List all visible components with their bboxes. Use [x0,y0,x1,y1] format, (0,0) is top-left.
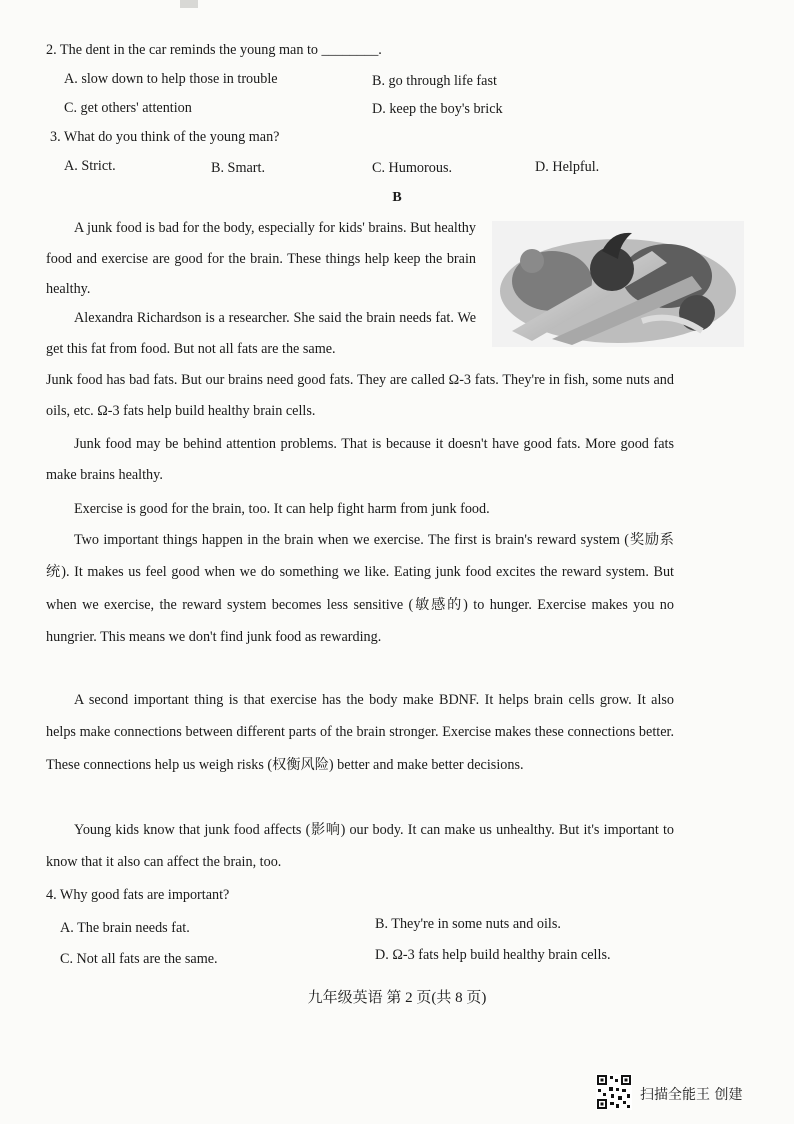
question-3-option-b: B. Smart. [211,160,265,176]
passage-paragraph-2-rest: Junk food has bad fats. But our brains need good fats. They are called Ω-3 fats. They're in fish, some nuts and oils, etc. Ω-3 fats help build healthy brain cells. [46,372,674,419]
question-2-option-a: A. slow down to help those in trouble [64,71,278,87]
question-3-option-a: A. Strict. [64,158,116,174]
passage-paragraph-4-text: Exercise is good for the brain, too. It can help fight harm from junk food. [74,501,490,517]
passage-paragraph-5 [46,524,674,653]
question-4-stem: 4. Why good fats are important? [46,887,230,903]
question-2-option-b: B. go through life fast [372,73,497,89]
passage-paragraph-2-top-text: Alexandra Richardson is a researcher. She said the brain needs fat. We get this fat from food. But not all fats are the same. [46,310,476,357]
question-3-option-d: D. Helpful. [535,159,600,175]
question-4-option-b: B. They're in some nuts and oils. [375,916,561,932]
passage-paragraph-3-text: Junk food may be behind attention problems. That is because it doesn't have good fats. More good fats make brains healthy. [46,436,674,483]
question-4-option-a: A. The brain needs fat. [60,920,190,936]
passage-paragraph-1-text: A junk food is bad for the body, especially for kids' brains. But healthy food and exercise are good for the brain. These things help keep the brain healthy. [46,220,476,297]
question-2-stem: 2. The dent in the car reminds the young man to ________. [46,42,382,58]
question-4-option-d: D. Ω-3 fats help build healthy brain cells. [375,947,611,963]
page-edge-mark [180,0,198,8]
passage-paragraph-7-text: Young kids know that junk food affects (影响) our body. It can make us unhealthy. But it's important to know that it also can affect the brain, too. [46,822,674,871]
vegetables-photo [492,221,744,347]
question-2-option-c: C. get others' attention [64,100,192,116]
section-b-title: B [392,190,402,205]
qr-code-icon [596,1074,632,1110]
scanner-watermark-text: 扫描全能王 创建 [640,1087,743,1103]
question-3-option-c: C. Humorous. [372,160,453,176]
passage-paragraph-4 [46,494,674,525]
passage-paragraph-1 [46,213,476,305]
passage-paragraph-3 [46,429,674,490]
page-number-label: 九年级英语 第 2 页(共 8 页) [307,990,487,1006]
question-2-option-d: D. keep the boy's brick [372,101,503,117]
passage-paragraph-7 [46,814,674,879]
question-3-stem: 3. What do you think of the young man? [50,129,280,145]
passage-paragraph-5-text: Two important things happen in the brain when we exercise. The first is brain's reward system (奖励系统). It makes us feel good when we do something we like. Eating junk food excites the reward system. But when we exercise, the reward system becomes less sensitive (敏感的) to hunger. Exercise makes you no hungrier. This means we don't find junk food as rewarding. [46,532,674,645]
passage-paragraph-6-text: A second important thing is that exercise has the body make BDNF. It helps brain cells grow. It also helps make connections between different parts of the brain stronger. Exercise makes these connections better. These connections help us weigh risks (权衡风险) better and make better decisions. [46,692,674,773]
passage-paragraph-2-top [46,303,476,364]
question-4-option-c: C. Not all fats are the same. [60,951,218,967]
passage-paragraph-6 [46,684,674,781]
